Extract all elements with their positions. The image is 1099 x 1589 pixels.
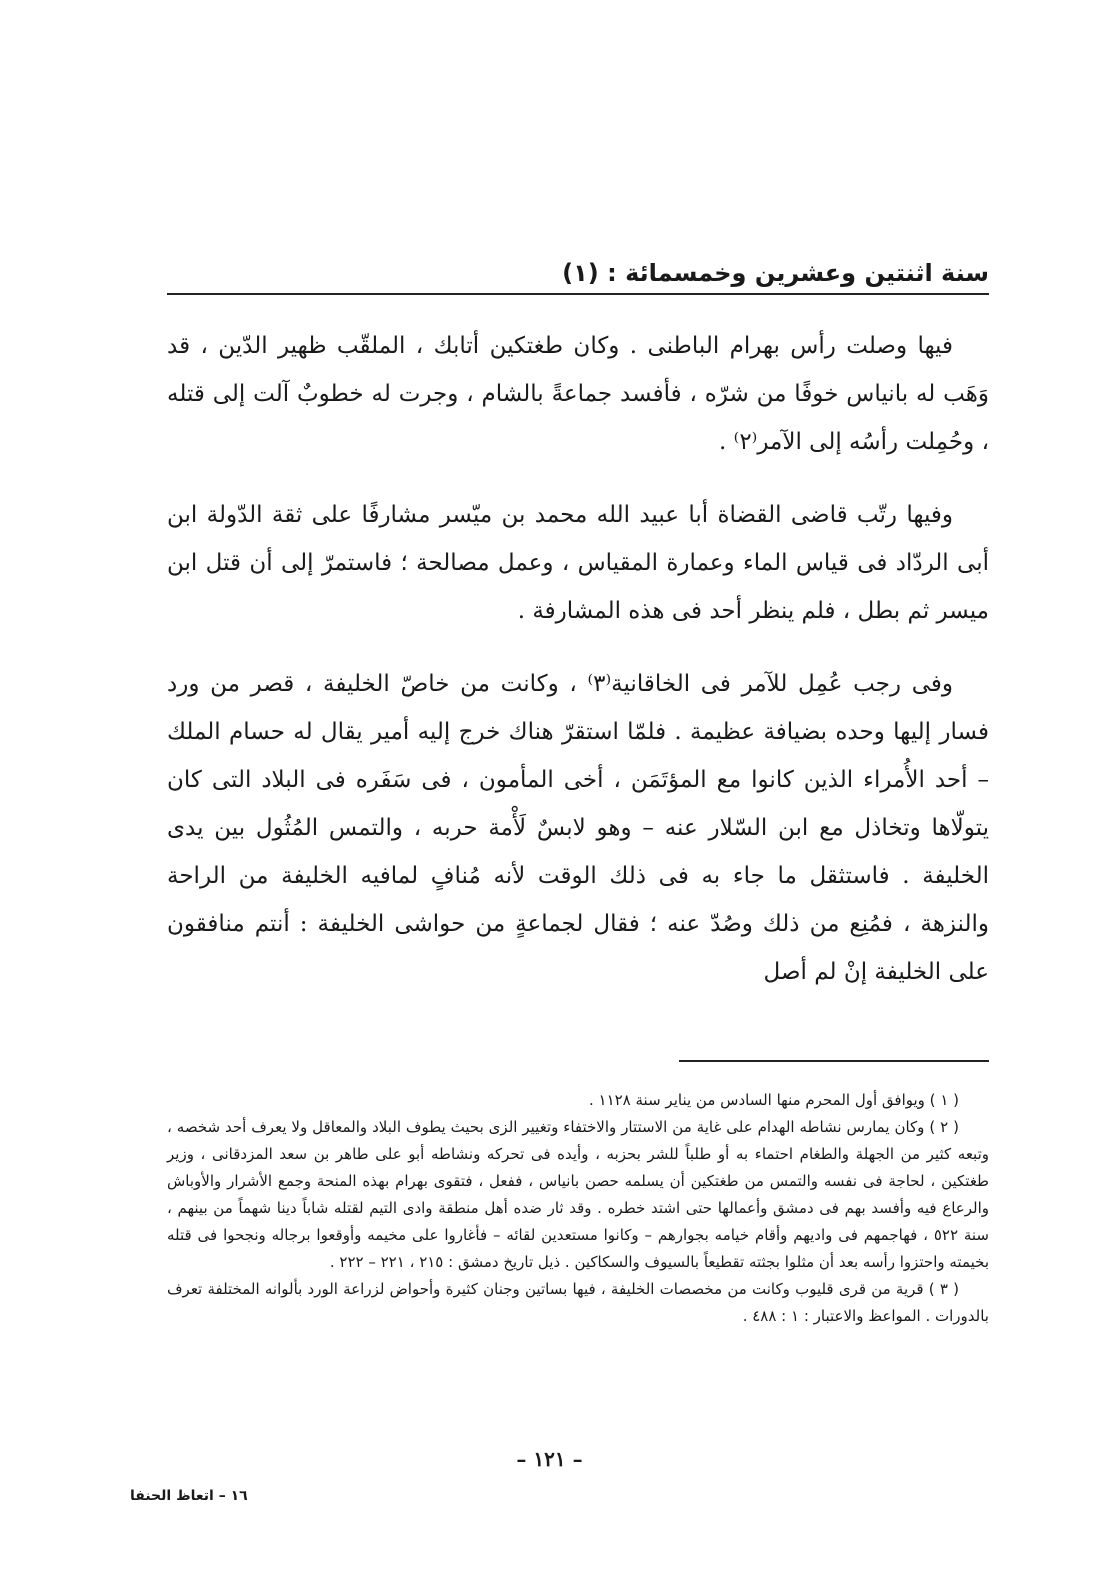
paragraph: وفيها رتّب قاضى القضاة أبا عبيد الله محمد بن ميّسر مشارفًا على ثقة الدّولة ابن أبى الردّاد فى قياس الماء وعمارة المقياس ، وعمل مصالحة ؛ فاستمرّ إلى أن قتل ابن ميسر ثم بطل ، فلم ينظر أحد فى هذه المشارفة . [167, 502, 989, 624]
footnotes [167, 1087, 989, 1330]
footnote: ( ٢ ) وكان يمارس نشاطه الهدام على غاية من الاستتار والاختفاء وتغيير الزى بحيث يطوف البلاد والمعاقل ولا يعرف أحد شخصه ، وتبعه كثير من الجهلة والطغام احتماء به أو طلباً للشر بحزبه ، وأيده فى تحركه ونشاطه أبو على طاهر بن سعد المزدقانى ، وزير طغتكين ، لحاجة فى نفسه والتمس من طغتكين أن يسلمه حصن بانياس ، ففعل ، فتقوى بهرام بهذه المنحة وجمع الأشرار والأوباش والرعاع فيه وأفسد بهم فى دمشق وأعمالها حتى اشتد خطره . وقد ثار ضده أهل منطقة وادى التيم لقتله شاباً دينا شهماً من بينهم ، سنة ٥٢٢ ، فهاجمهم فى واديهم وأقام خيامه بجوارهم – وكانوا مستعدين لقائه – فأغاروا على مخيمه وأوقعوا برجاله ونجحوا فى قتله بخيمته واحتزوا رأسه بعد أن مثلوا بجثته تقطيعاً بالسيوف والسكاكين . ذيل تاريخ دمشق : ٢١٥ ، ٢٢١ – ٢٢٢ . [167, 1118, 989, 1271]
main-text [167, 322, 989, 1021]
section-heading: سنة اثنتين وعشرين وخمسمائة : (١) [562, 259, 989, 287]
footnote: ( ٣ ) قرية من قرى قليوب وكانت من مخصصات الخليفة ، فيها بساتين وجنان كثيرة وأحواض لزراعة الورد بألوانه المختلفة تعرف بالدورات . المواعظ والاعتبار : ١ : ٤٨٨ . [167, 1280, 989, 1325]
footnote: ( ١ ) ويوافق أول المحرم منها السادس من يناير سنة ١١٢٨ . [588, 1091, 959, 1109]
signature-line: ١٦ – اتعاظ الحنفا [130, 1488, 248, 1504]
heading-underline [167, 293, 989, 295]
paragraph: وفى رجب عُمِل للآمر فى الخاقانية⁽٣⁾ ، وكانت من خاصّ الخليفة ، قصر من ورد فسار إليها وحده بضيافة عظيمة . فلمّا استقرّ هناك خرج إليه أمير يقال له حسام الملك – أحد الأُمراء الذين كانوا مع المؤتَمَن ، أخى المأمون ، فى سَفَره فى البلاد التى كان يتولّاها وتخاذل مع ابن السّلار عنه – وهو لابسٌ لَأْمة حربه ، والتمس المُثُول بين يدى الخليفة . فاستثقل ما جاء به فى ذلك الوقت لأنه مُنافٍ لمافيه الخليفة من الراحة والنزهة ، فمُنِع من ذلك وصُدّ عنه ؛ فقال لجماعةٍ من حواشى الخليفة : أنتم منافقون على الخليفة إنْ لم أصل [167, 671, 989, 985]
page-number: – ١٢١ – [516, 1447, 583, 1471]
footnote-separator [679, 1060, 989, 1062]
paragraph: فيها وصلت رأس بهرام الباطنى . وكان طغتكين أتابك ، الملقّب ظهير الدّين ، قد وَهَب له بانياس خوفًا من شرّه ، فأفسد جماعةً بالشام ، وجرت له خطوبٌ آلت إلى قتله ، وحُمِلت رأسُه إلى الآمر⁽٢⁾ . [167, 333, 989, 455]
